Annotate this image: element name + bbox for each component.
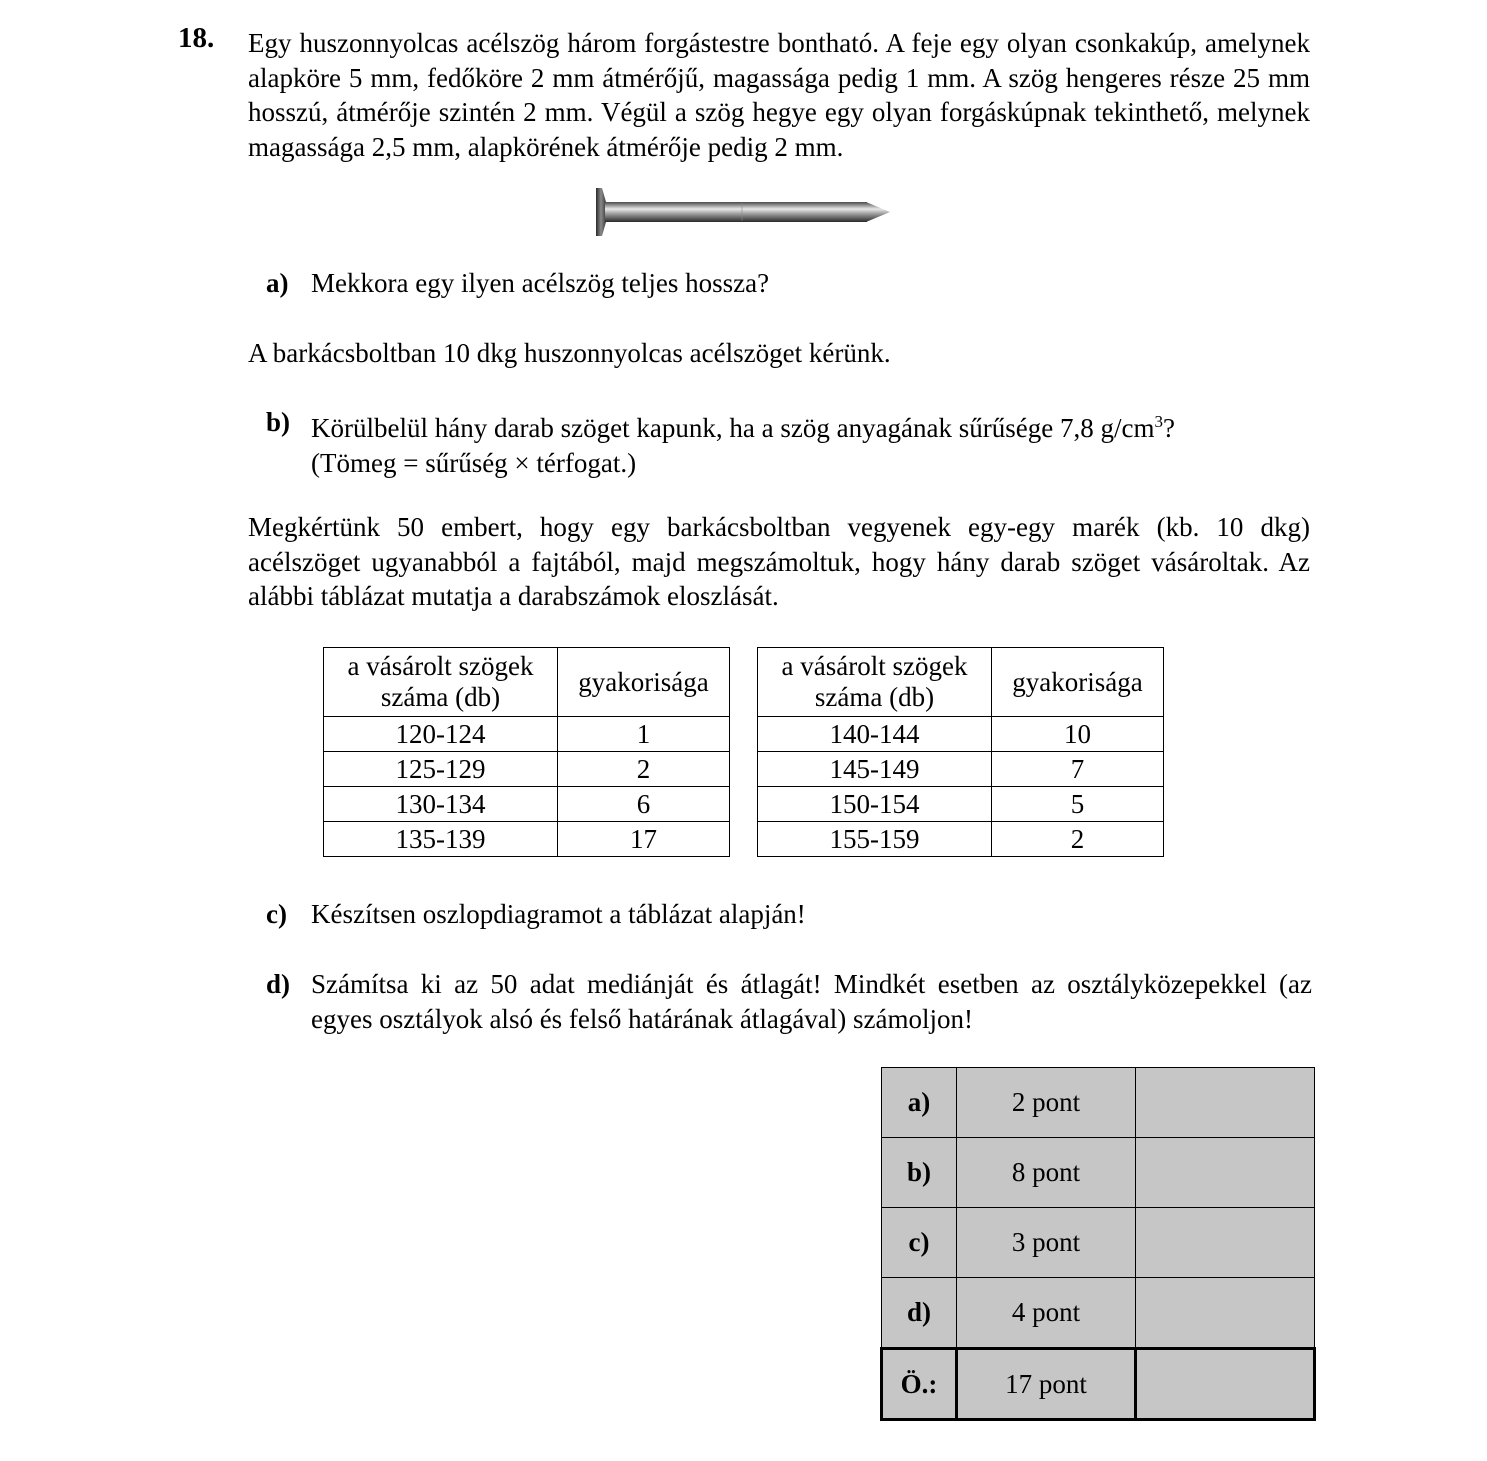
score-total-row — [882, 1349, 1315, 1420]
header-frequency: gyakorisága — [558, 648, 730, 717]
table-header-row — [758, 648, 1164, 717]
header-count-line2: száma (db) — [380, 682, 501, 712]
score-blank — [1136, 1068, 1315, 1138]
score-part: c) — [882, 1208, 957, 1278]
score-blank — [1136, 1138, 1315, 1208]
freq-cell: 17 — [558, 822, 730, 857]
score-points: 3 pont — [957, 1208, 1136, 1278]
table-header-row — [324, 648, 730, 717]
question-b-superscript: 3 — [1154, 412, 1163, 431]
problem-number: 18. — [178, 22, 215, 54]
shop-text: A barkácsboltban 10 dkg huszonnyolcas acélszöget kérünk. — [248, 338, 891, 368]
question-b — [266, 405, 1312, 480]
question-a-text: Mekkora egy ilyen acélszög teljes hossza? — [311, 268, 770, 298]
score-total-label: Ö.: — [882, 1349, 957, 1420]
freq-cell: 10 — [992, 717, 1164, 752]
header-count — [758, 648, 992, 717]
score-table — [880, 1067, 1316, 1421]
score-points: 8 pont — [957, 1138, 1136, 1208]
freq-cell: 6 — [558, 787, 730, 822]
question-c — [266, 897, 1312, 932]
range-cell: 150-154 — [758, 787, 992, 822]
header-count-line2: száma (db) — [814, 682, 935, 712]
table-row — [758, 752, 1164, 787]
table-row — [324, 717, 730, 752]
header-frequency: gyakorisága — [992, 648, 1164, 717]
score-total-blank — [1136, 1349, 1315, 1420]
table-row — [758, 787, 1164, 822]
range-cell: 125-129 — [324, 752, 558, 787]
table-row — [324, 752, 730, 787]
freq-cell: 2 — [992, 822, 1164, 857]
table-row — [758, 822, 1164, 857]
score-blank — [1136, 1278, 1315, 1349]
question-a-label: a) — [266, 268, 289, 298]
score-row — [882, 1208, 1315, 1278]
score-points: 2 pont — [957, 1068, 1136, 1138]
question-c-label: c) — [266, 899, 287, 929]
question-b-text — [311, 405, 1312, 480]
range-cell: 120-124 — [324, 717, 558, 752]
range-cell: 145-149 — [758, 752, 992, 787]
problem-intro: Egy huszonnyolcas acélszög három forgástestre bontható. A feje egy olyan csonkakúp, amelynek alapköre 5 mm, fedőköre 2 mm átmérőjű, magassága pedig 1 mm. A szög hengeres része 25 mm hosszú, átmérője szintén 2 mm. Végül a szög hegye egy olyan forgáskúpnak tekinthető, melynek magassága 2,5 mm, alapkörének átmérője pedig 2 mm. — [248, 28, 1310, 162]
freq-cell: 7 — [992, 752, 1164, 787]
question-a — [266, 266, 1312, 301]
range-cell: 155-159 — [758, 822, 992, 857]
table-row — [324, 787, 730, 822]
range-cell: 140-144 — [758, 717, 992, 752]
score-row — [882, 1138, 1315, 1208]
score-part: a) — [882, 1068, 957, 1138]
question-b-label: b) — [266, 407, 291, 437]
table-row — [758, 717, 1164, 752]
frequency-table-left — [323, 647, 730, 857]
header-count — [324, 648, 558, 717]
header-count-line1: a vásárolt szögek — [347, 651, 534, 681]
question-b-text-end: ? — [1163, 413, 1175, 443]
score-part: d) — [882, 1278, 957, 1349]
score-total-points: 17 pont — [957, 1349, 1136, 1420]
survey-text: Megkértünk 50 embert, hogy egy barkácsboltban vegyenek egy-egy marék (kb. 10 dkg) acélszöget ugyanabból a fajtából, majd megszámoltuk, hogy hány darab szöget vásároltak. Az alábbi táblázat mutatja a darabszámok eloszlását. — [248, 512, 1310, 611]
question-b-line2: (Tömeg = sűrűség × térfogat.) — [311, 447, 637, 478]
question-d-text: Számítsa ki az 50 adat mediánját és átlagát! Mindkét esetben az osztályközepekkel (az egyes osztályok alsó és felső határának átlagával) számoljon! — [311, 969, 1312, 1034]
freq-cell: 2 — [558, 752, 730, 787]
score-row — [882, 1068, 1315, 1138]
question-b-text-main: Körülbelül hány darab szöget kapunk, ha a szög anyagának sűrűsége 7,8 g/cm — [311, 413, 1155, 443]
score-part: b) — [882, 1138, 957, 1208]
frequency-table-right — [757, 647, 1164, 857]
score-blank — [1136, 1208, 1315, 1278]
question-c-text: Készítsen oszlopdiagramot a táblázat alapján! — [311, 899, 806, 929]
question-d — [266, 967, 1312, 1036]
range-cell: 135-139 — [324, 822, 558, 857]
score-row — [882, 1278, 1315, 1349]
question-d-label: d) — [266, 969, 291, 999]
freq-cell: 5 — [992, 787, 1164, 822]
table-row — [324, 822, 730, 857]
freq-cell: 1 — [558, 717, 730, 752]
range-cell: 130-134 — [324, 787, 558, 822]
score-points: 4 pont — [957, 1278, 1136, 1349]
header-count-line1: a vásárolt szögek — [781, 651, 968, 681]
nail-illustration — [592, 184, 892, 240]
